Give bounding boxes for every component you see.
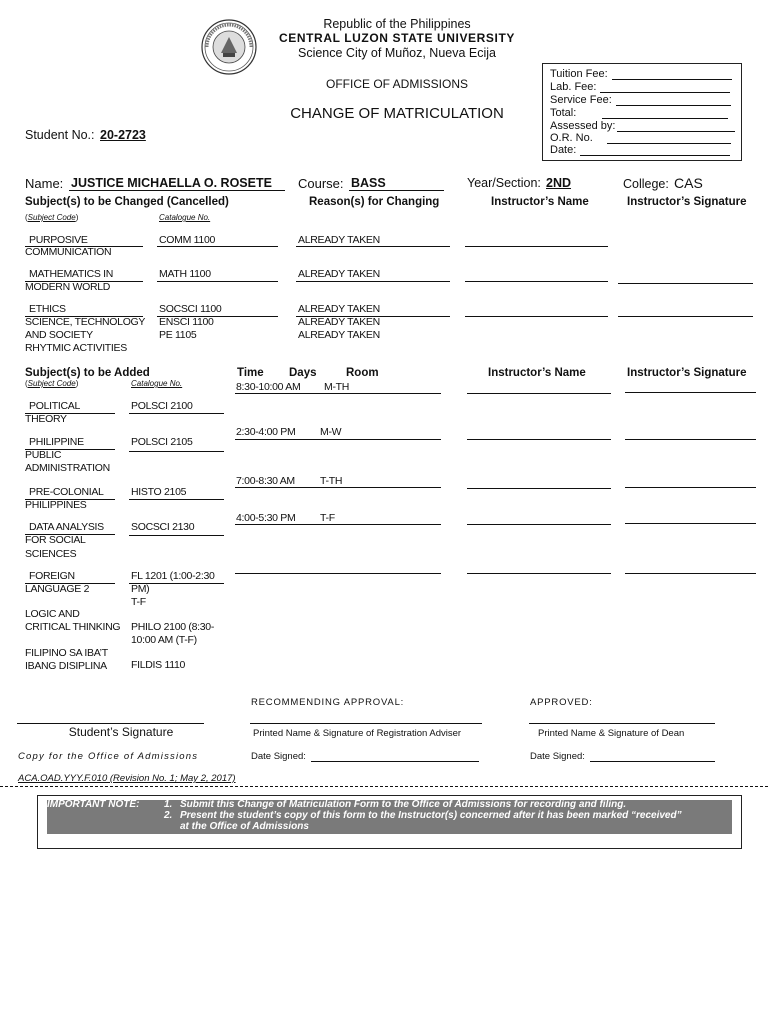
added-row-6-catalogue: PHILO 2100 (8:30- [131, 621, 215, 633]
added-row-4-subject-cont: FOR SOCIAL [25, 534, 86, 546]
total-label: Total: [550, 107, 577, 119]
note-item-2-text-cont: at the Office of Admissions [180, 821, 309, 832]
important-note-banner [47, 800, 732, 834]
cancelled-row-3-catalogue: SOCSCI 1100 [159, 303, 222, 315]
added-row-1-days: M-TH [324, 381, 350, 393]
adviser-label: Printed Name & Signature of Registration Adviser [253, 728, 462, 739]
university-seal-logo [201, 19, 257, 75]
dean-signature-line[interactable] [529, 723, 715, 724]
fee-row-lab [550, 81, 730, 93]
university-name: CENTRAL LUZON STATE UNIVERSITY [278, 31, 515, 45]
cancelled-row-2-instructor-line[interactable] [465, 281, 608, 282]
added-row-5-subject-cont: LANGUAGE 2 [25, 583, 90, 595]
added-days-header: Days [289, 367, 317, 379]
added-instructor-header: Instructor’s Name [488, 367, 586, 379]
added-row-6-catalogue-cont: 10:00 AM (T-F) [131, 634, 197, 646]
adviser-date-signed-label: Date Signed: [251, 751, 306, 762]
cancelled-row-5-subject: RHYTMIC ACTIVITIES [25, 342, 127, 354]
cancelled-row-4-catalogue: ENSCI 1100 [159, 316, 214, 328]
cancelled-row-2-subject: MATHEMATICS IN [29, 268, 114, 280]
cancelled-row-4-reason: ALREADY TAKEN [298, 316, 380, 328]
important-note-label: IMPORTANT NOTE: [47, 799, 140, 810]
cancelled-catalogue-caption: Catalogue No. [159, 213, 211, 222]
added-row-4-subject: DATA ANALYSIS [29, 521, 104, 533]
added-row-2-subject-cont: PUBLIC [25, 449, 62, 461]
added-row-3-time: 7:00-8:30 AM [236, 475, 295, 487]
fee-row-date [550, 144, 730, 156]
added-row-1-subject-cont: THEORY [25, 413, 67, 425]
added-time-header: Time [237, 367, 264, 379]
form-title: CHANGE OF MATRICULATION [290, 105, 504, 122]
cancelled-subject-code-caption: (Subject Code) [25, 213, 79, 222]
tuition-fee-label: Tuition Fee: [550, 68, 608, 80]
added-row-5-signature-line[interactable] [625, 573, 756, 574]
added-row-5-catalogue: FL 1201 (1:00-2:30 [131, 570, 215, 582]
added-row-1-signature-line[interactable] [625, 392, 756, 393]
note-item-1-number: 1. [164, 799, 173, 810]
date-label: Date: [550, 144, 577, 156]
added-row-4-catalogue: SOCSCI 2130 [131, 521, 195, 533]
added-row-7-subject-cont: IBANG DISIPLINA [25, 660, 107, 672]
added-row-2-instructor-line[interactable] [467, 439, 611, 440]
added-row-1-catalogue: POLSCI 2100 [131, 400, 193, 412]
adviser-date-line[interactable] [311, 761, 479, 762]
added-row-2-catalogue: POLSCI 2105 [131, 436, 193, 448]
added-row-3-subject-cont: PHILIPPINES [25, 499, 87, 511]
added-row-2-days: M-W [320, 426, 342, 438]
adviser-signature-line[interactable] [250, 723, 482, 724]
student-signature-line[interactable] [17, 723, 204, 724]
added-signature-header: Instructor’s Signature [627, 367, 747, 379]
or-number-label: O.R. No. [550, 132, 593, 144]
added-row-4-signature-line[interactable] [625, 523, 756, 524]
cancelled-row-3-instructor-line[interactable] [465, 316, 608, 317]
dean-label: Printed Name & Signature of Dean [538, 728, 685, 739]
added-row-5-instructor-line[interactable] [467, 573, 611, 574]
cancelled-row-2-subject-cont: MODERN WORLD [25, 281, 111, 293]
added-row-5-catalogue-cont2: T-F [131, 596, 146, 608]
added-row-2-subject-cont2: ADMINISTRATION [25, 462, 110, 474]
cancelled-heading: Subject(s) to be Changed (Cancelled) [25, 196, 229, 208]
copy-note: Copy for the Office of Admissions [18, 751, 199, 762]
lab-fee-label: Lab. Fee: [550, 81, 597, 93]
cancelled-signature-header: Instructor’s Signature [627, 196, 747, 208]
fee-row-or-no [550, 132, 731, 144]
added-row-2-signature-line[interactable] [625, 439, 756, 440]
student-no-label: Student No.: [25, 128, 95, 142]
cancelled-row-3-subject: ETHICS [29, 303, 66, 315]
added-row-2-subject: PHILIPPINE [29, 436, 84, 448]
added-row-4-subject-cont2: SCIENCES [25, 548, 77, 560]
added-row-4-time: 4:00-5:30 PM [236, 512, 296, 524]
student-no-value: 20-2723 [100, 128, 146, 142]
course-value: BASS [351, 176, 386, 190]
added-row-7-subject: FILIPINO SA IBA’T [25, 647, 108, 659]
name-label: Name: [25, 176, 64, 191]
dean-date-signed-label: Date Signed: [530, 751, 585, 762]
added-room-header: Room [346, 367, 379, 379]
cancelled-row-1-subject-cont: COMMUNICATION [25, 246, 112, 258]
added-row-5-subject: FOREIGN [29, 570, 75, 582]
added-row-2-time: 2:30-4:00 PM [236, 426, 296, 438]
year-section-value: 2ND [546, 176, 572, 190]
service-fee-label: Service Fee: [550, 94, 612, 106]
added-row-3-signature-line[interactable] [625, 487, 756, 488]
cancelled-row-1-reason: ALREADY TAKEN [298, 234, 380, 246]
cancelled-row-5-reason: ALREADY TAKEN [298, 329, 380, 341]
cancelled-reason-header: Reason(s) for Changing [309, 196, 440, 208]
cancelled-instructor-header: Instructor’s Name [491, 196, 589, 208]
added-row-3-subject: PRE-COLONIAL [29, 486, 104, 498]
added-row-1-time: 8:30-10:00 AM [236, 381, 301, 393]
course-label: Course: [298, 176, 344, 191]
form-code: ACA.OAD.YYY.F.010 (Revision No. 1; May 2, 2017) [18, 773, 236, 784]
assessed-by-label: Assessed by: [550, 120, 616, 132]
office-name: OFFICE OF ADMISSIONS [325, 77, 468, 91]
added-row-4-days: T-F [320, 512, 335, 524]
added-row-6-subject-cont: CRITICAL THINKING [25, 621, 121, 633]
note-item-1-text: Submit this Change of Matriculation Form to the Office of Admissions for recording and filing. [180, 799, 627, 810]
cancelled-row-2-signature-line[interactable] [618, 283, 753, 284]
fee-row-assessed [550, 120, 735, 132]
dean-date-line[interactable] [590, 761, 715, 762]
cancelled-row-1-catalogue: COMM 1100 [159, 234, 216, 246]
cut-line-divider [0, 786, 768, 787]
cancelled-row-2-catalogue: MATH 1100 [159, 268, 211, 280]
cancelled-row-2-reason: ALREADY TAKEN [298, 268, 380, 280]
added-catalogue-caption: Catalogue No. [131, 379, 183, 388]
added-row-3-catalogue: HISTO 2105 [131, 486, 187, 498]
added-heading: Subject(s) to be Added [25, 367, 150, 379]
fee-row-total [550, 107, 728, 119]
fee-row-tuition [550, 68, 732, 80]
recommending-approval-label: RECOMMENDING APPROVAL: [251, 697, 405, 708]
approved-label: APPROVED: [530, 697, 593, 708]
cancelled-row-1-instructor-line[interactable] [465, 246, 608, 247]
added-row-1-instructor-line[interactable] [467, 393, 611, 394]
added-row-3-instructor-line[interactable] [467, 488, 611, 489]
university-address: Science City of Muñoz, Nueva Ecija [297, 46, 496, 60]
added-row-5-catalogue-cont: PM) [131, 583, 150, 595]
added-row-6-subject: LOGIC AND [25, 608, 80, 620]
college-label: College: [623, 177, 669, 191]
added-row-3-days: T-TH [320, 475, 343, 487]
cancelled-row-3-signature-line[interactable] [618, 316, 753, 317]
added-row-1-subject: POLITICAL [29, 400, 80, 412]
student-signature-label: Student’s Signature [68, 725, 174, 739]
note-item-2-text: Present the student’s copy of this form to the Instructor(s) concerned after it has been marked “received” [180, 810, 682, 821]
college-value: CAS [674, 175, 703, 191]
cancelled-row-5-catalogue: PE 1105 [159, 329, 197, 341]
fee-row-service [550, 94, 731, 106]
cancelled-row-1-subject: PURPOSIVE [29, 234, 88, 246]
added-subject-code-caption: (Subject Code) [25, 379, 79, 388]
added-row-4-instructor-line[interactable] [467, 524, 611, 525]
note-item-2-number: 2. [164, 810, 173, 821]
cancelled-row-3-reason: ALREADY TAKEN [298, 303, 380, 315]
cancelled-row-4-subject: SCIENCE, TECHNOLOGY [25, 316, 146, 328]
cancelled-row-4-subject-cont: AND SOCIETY [25, 329, 93, 341]
republic-text: Republic of the Philippines [323, 17, 471, 31]
added-row-7-catalogue: FILDIS 1110 [131, 659, 186, 671]
year-section-label: Year/Section: [467, 176, 541, 190]
name-value: JUSTICE MICHAELLA O. ROSETE [71, 176, 272, 190]
